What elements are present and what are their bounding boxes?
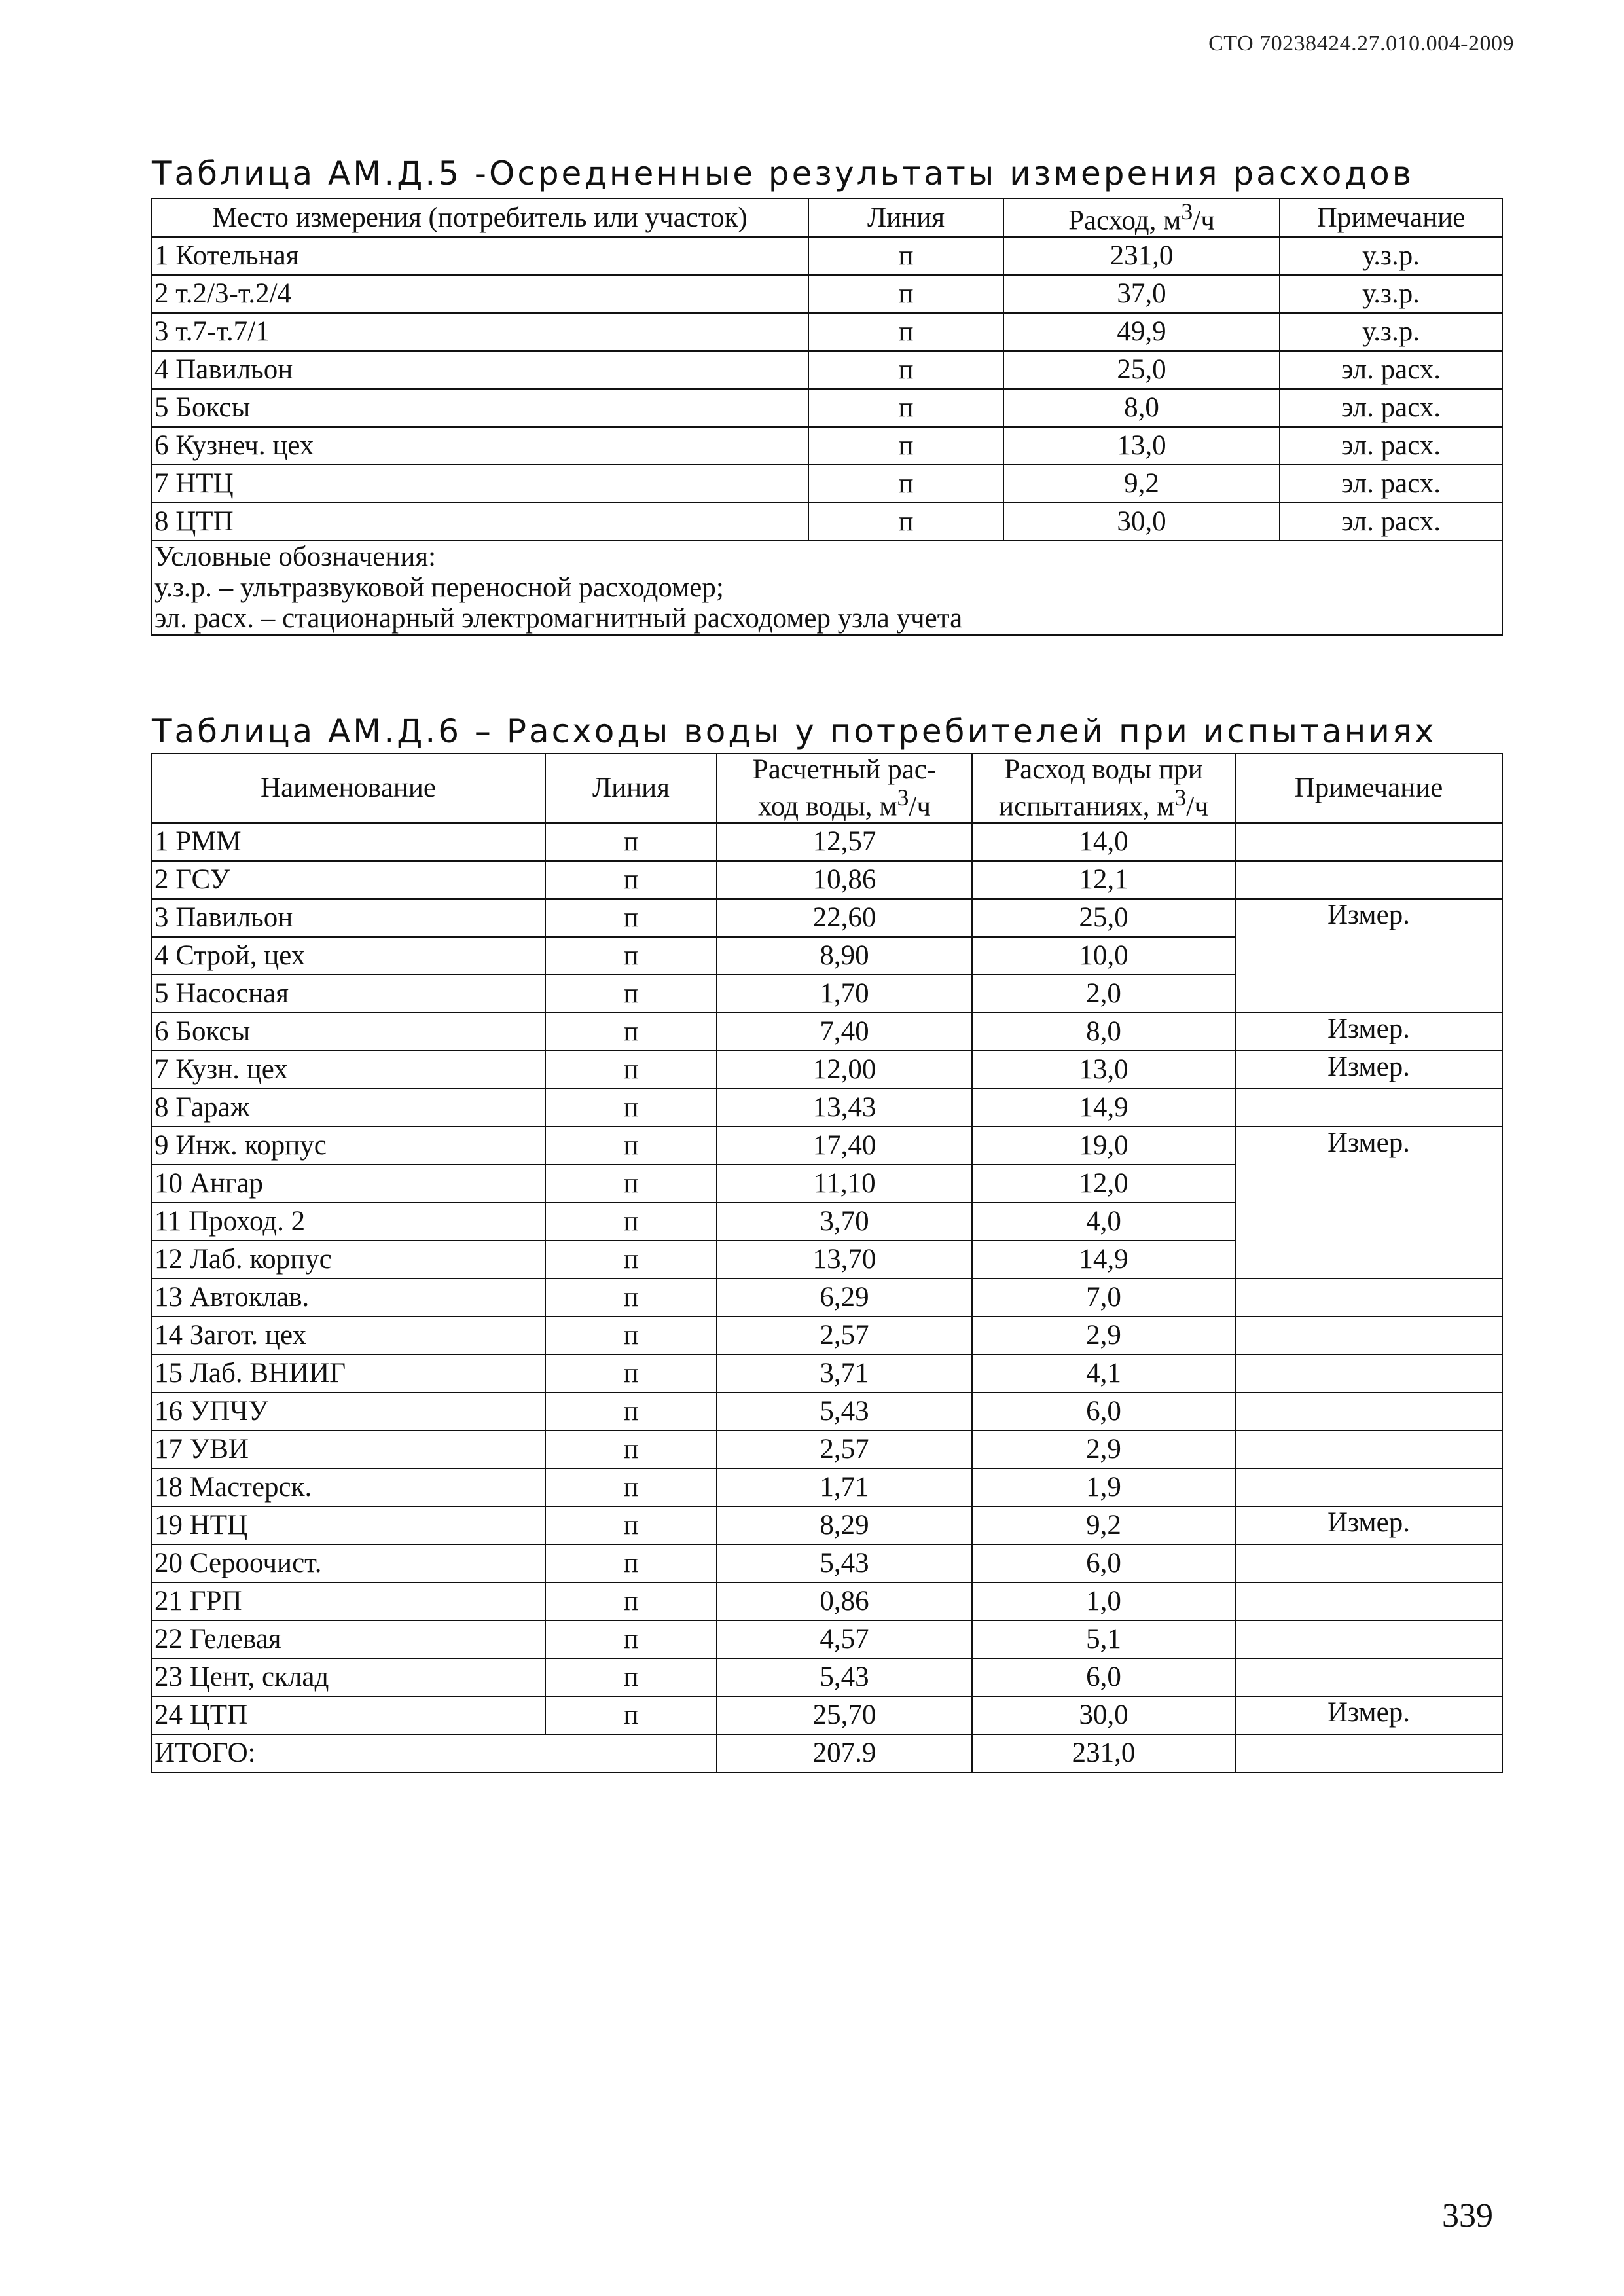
table6-cell-calc: 3,71 bbox=[717, 1355, 972, 1393]
table6-cell-calc: 8,90 bbox=[717, 937, 972, 975]
table6-cell-calc: 2,57 bbox=[717, 1317, 972, 1355]
table6-cell-calc: 5,43 bbox=[717, 1393, 972, 1430]
table5-cell-line: п bbox=[808, 237, 1003, 275]
table6-cell-line: п bbox=[545, 1544, 717, 1582]
table5-cell-place: 6 Кузнеч. цех bbox=[151, 427, 808, 465]
table5-cell-note: у.з.р. bbox=[1280, 237, 1502, 275]
table6-total-calc: 207.9 bbox=[717, 1734, 972, 1772]
table6-cell-line: п bbox=[545, 1582, 717, 1620]
table6-cell-name: 16 УПЧУ bbox=[151, 1393, 545, 1430]
table6-header-name: Наименование bbox=[151, 754, 545, 823]
table5-cell-note: эл. расх. bbox=[1280, 389, 1502, 427]
table-row bbox=[151, 1620, 1502, 1658]
table6-cell-calc: 12,00 bbox=[717, 1051, 972, 1089]
table-row bbox=[151, 427, 1502, 465]
table6-header-note: Примечание bbox=[1235, 754, 1502, 823]
table6-cell-line: п bbox=[545, 1393, 717, 1430]
table6-cell-name: 23 Цент, склад bbox=[151, 1658, 545, 1696]
legend-title: Условные обозначения: bbox=[154, 541, 437, 572]
table-row bbox=[151, 1127, 1502, 1165]
table6-cell-test: 4,0 bbox=[972, 1203, 1235, 1241]
table6-cell-calc: 4,57 bbox=[717, 1620, 972, 1658]
table5-legend-row bbox=[151, 541, 1502, 635]
table6-cell-note bbox=[1235, 1582, 1502, 1620]
table6-cell-line: п bbox=[545, 1317, 717, 1355]
table5-body bbox=[151, 237, 1502, 541]
table6-cell-test: 1,9 bbox=[972, 1468, 1235, 1506]
table6-cell-note bbox=[1235, 1430, 1502, 1468]
table6-cell-note: Измер. bbox=[1235, 1506, 1502, 1544]
table5-cell-note: эл. расх. bbox=[1280, 503, 1502, 541]
table6-cell-test: 1,0 bbox=[972, 1582, 1235, 1620]
table5-header-flow bbox=[1003, 198, 1280, 237]
table5-cell-line: п bbox=[808, 313, 1003, 351]
table-row bbox=[151, 823, 1502, 861]
table6-header-test-line1: Расход воды при bbox=[1004, 754, 1203, 785]
table-row bbox=[151, 861, 1502, 899]
table5-cell-flow: 49,9 bbox=[1003, 313, 1280, 351]
page-number: 339 bbox=[1442, 2197, 1493, 2234]
table6-cell-line: п bbox=[545, 1658, 717, 1696]
table6-cell-line: п bbox=[545, 899, 717, 937]
table6-header-test-line2 bbox=[975, 785, 1232, 822]
table5-cell-flow: 231,0 bbox=[1003, 237, 1280, 275]
table5-cell-place: 2 т.2/3-т.2/4 bbox=[151, 275, 808, 313]
table6-cell-note: Измер. bbox=[1235, 899, 1502, 1013]
table6-cell-line: п bbox=[545, 1696, 717, 1734]
table6-cell-calc: 0,86 bbox=[717, 1582, 972, 1620]
table6-cell-note bbox=[1235, 1620, 1502, 1658]
table6-cell-calc: 1,71 bbox=[717, 1468, 972, 1506]
table6-cell-test: 6,0 bbox=[972, 1393, 1235, 1430]
table6-cell-name: 10 Ангар bbox=[151, 1165, 545, 1203]
table6-total-row bbox=[151, 1734, 1502, 1772]
table5-cell-flow: 30,0 bbox=[1003, 503, 1280, 541]
table-row bbox=[151, 1089, 1502, 1127]
table-row bbox=[151, 1393, 1502, 1430]
table6-cell-line: п bbox=[545, 1051, 717, 1089]
table-row bbox=[151, 1051, 1502, 1089]
table6-cell-test: 13,0 bbox=[972, 1051, 1235, 1089]
table6-total-note bbox=[1235, 1734, 1502, 1772]
table6-cell-test: 2,9 bbox=[972, 1317, 1235, 1355]
table5-cell-flow: 9,2 bbox=[1003, 465, 1280, 503]
table5-cell-flow: 37,0 bbox=[1003, 275, 1280, 313]
table6-header-test bbox=[972, 754, 1235, 823]
table6-cell-note bbox=[1235, 1468, 1502, 1506]
table5-cell-note: у.з.р. bbox=[1280, 275, 1502, 313]
table6-cell-calc: 17,40 bbox=[717, 1127, 972, 1165]
table6-header-test-text: испытаниях, м bbox=[999, 791, 1175, 822]
table-row bbox=[151, 313, 1502, 351]
table6-cell-test: 8,0 bbox=[972, 1013, 1235, 1051]
table6-header-line: Линия bbox=[545, 754, 717, 823]
table-row bbox=[151, 1279, 1502, 1317]
table6-cell-line: п bbox=[545, 1279, 717, 1317]
table5-cell-place: 1 Котельная bbox=[151, 237, 808, 275]
table6-cell-name: 21 ГРП bbox=[151, 1582, 545, 1620]
table6-cell-calc: 10,86 bbox=[717, 861, 972, 899]
legend-line-el: эл. расх. – стационарный электромагнитный расходомер узла учета bbox=[154, 603, 963, 634]
table6-cell-test: 12,1 bbox=[972, 861, 1235, 899]
table6-cell-line: п bbox=[545, 1620, 717, 1658]
table5-cell-line: п bbox=[808, 389, 1003, 427]
table-row bbox=[151, 465, 1502, 503]
table6-cell-test: 14,9 bbox=[972, 1241, 1235, 1279]
table6-cell-calc: 8,29 bbox=[717, 1506, 972, 1544]
table6-cell-calc: 1,70 bbox=[717, 975, 972, 1013]
table6-cell-test: 30,0 bbox=[972, 1696, 1235, 1734]
table5-cell-line: п bbox=[808, 465, 1003, 503]
table5-cell-flow: 25,0 bbox=[1003, 351, 1280, 389]
table6-cell-note: Измер. bbox=[1235, 1127, 1502, 1279]
table6-header-calc-text: ход воды, м bbox=[757, 791, 897, 822]
table6-header-test-sup: 3 bbox=[1174, 784, 1187, 811]
table6-cell-note bbox=[1235, 1279, 1502, 1317]
table-row bbox=[151, 1468, 1502, 1506]
table6-cell-name: 20 Сероочист. bbox=[151, 1544, 545, 1582]
table5-cell-line: п bbox=[808, 503, 1003, 541]
table6-cell-test: 7,0 bbox=[972, 1279, 1235, 1317]
table-row bbox=[151, 1582, 1502, 1620]
table5-cell-line: п bbox=[808, 351, 1003, 389]
table5-cell-note: эл. расх. bbox=[1280, 351, 1502, 389]
table5-cell-note: у.з.р. bbox=[1280, 313, 1502, 351]
table6-cell-test: 14,0 bbox=[972, 823, 1235, 861]
table6-header-calc-line2 bbox=[720, 785, 969, 822]
table6-cell-calc: 13,43 bbox=[717, 1089, 972, 1127]
table6-cell-test: 19,0 bbox=[972, 1127, 1235, 1165]
table6-caption: Таблица АМ.Д.6 – Расходы воды у потребителей при испытаниях bbox=[152, 712, 1437, 750]
table5-cell-place: 3 т.7-т.7/1 bbox=[151, 313, 808, 351]
table-row bbox=[151, 389, 1502, 427]
table6-header-test-unit: /ч bbox=[1186, 791, 1208, 822]
table5-header-note: Примечание bbox=[1280, 198, 1502, 237]
table-row bbox=[151, 1317, 1502, 1355]
table6-cell-calc: 7,40 bbox=[717, 1013, 972, 1051]
table-row bbox=[151, 1696, 1502, 1734]
table6-cell-line: п bbox=[545, 1165, 717, 1203]
table-row bbox=[151, 1355, 1502, 1393]
table6-cell-test: 6,0 bbox=[972, 1658, 1235, 1696]
table6-cell-calc: 11,10 bbox=[717, 1165, 972, 1203]
document-code: СТО 70238424.27.010.004-2009 bbox=[1208, 31, 1514, 56]
table6-cell-test: 10,0 bbox=[972, 937, 1235, 975]
table6-cell-name: 4 Строй, цех bbox=[151, 937, 545, 975]
table6-cell-name: 8 Гараж bbox=[151, 1089, 545, 1127]
table6-cell-line: п bbox=[545, 1089, 717, 1127]
table6-cell-name: 24 ЦТП bbox=[151, 1696, 545, 1734]
table6-cell-line: п bbox=[545, 1203, 717, 1241]
table6-cell-test: 2,0 bbox=[972, 975, 1235, 1013]
table5-cell-note: эл. расх. bbox=[1280, 465, 1502, 503]
table5-cell-place: 7 НТЦ bbox=[151, 465, 808, 503]
table6-cell-line: п bbox=[545, 1355, 717, 1393]
table-row bbox=[151, 237, 1502, 275]
table6-total-label: ИТОГО: bbox=[151, 1734, 717, 1772]
table6-cell-name: 5 Насосная bbox=[151, 975, 545, 1013]
table6-cell-name: 13 Автоклав. bbox=[151, 1279, 545, 1317]
table5-cell-note: эл. расх. bbox=[1280, 427, 1502, 465]
table-row bbox=[151, 351, 1502, 389]
table6-cell-name: 2 ГСУ bbox=[151, 861, 545, 899]
table6-cell-line: п bbox=[545, 861, 717, 899]
table6-cell-line: п bbox=[545, 1430, 717, 1468]
table6-cell-name: 19 НТЦ bbox=[151, 1506, 545, 1544]
table5-caption: Таблица АМ.Д.5 -Осредненные результаты измерения расходов bbox=[152, 155, 1415, 192]
table6-cell-line: п bbox=[545, 1468, 717, 1506]
table6-cell-note: Измер. bbox=[1235, 1696, 1502, 1734]
table6-cell-name: 12 Лаб. корпус bbox=[151, 1241, 545, 1279]
table6-cell-note bbox=[1235, 861, 1502, 899]
table6-cell-name: 17 УВИ bbox=[151, 1430, 545, 1468]
table6-cell-note bbox=[1235, 1355, 1502, 1393]
table-row bbox=[151, 1544, 1502, 1582]
table6-cell-line: п bbox=[545, 937, 717, 975]
table5-header-row bbox=[151, 198, 1502, 237]
table-row bbox=[151, 1430, 1502, 1468]
table6-cell-test: 4,1 bbox=[972, 1355, 1235, 1393]
table5-cell-flow: 8,0 bbox=[1003, 389, 1280, 427]
table6-cell-name: 7 Кузн. цех bbox=[151, 1051, 545, 1089]
table6-cell-line: п bbox=[545, 1127, 717, 1165]
table5-header-flow-text: Расход, м bbox=[1068, 205, 1182, 236]
table6-cell-name: 15 Лаб. ВНИИГ bbox=[151, 1355, 545, 1393]
table5-cell-flow: 13,0 bbox=[1003, 427, 1280, 465]
table6-cell-name: 1 РММ bbox=[151, 823, 545, 861]
table6-header-calc-sup: 3 bbox=[897, 784, 909, 811]
table6-cell-note: Измер. bbox=[1235, 1013, 1502, 1051]
table6-cell-line: п bbox=[545, 1013, 717, 1051]
table6-body bbox=[151, 823, 1502, 1734]
table-row bbox=[151, 899, 1502, 937]
table5-cell-line: п bbox=[808, 275, 1003, 313]
table5-cell-place: 4 Павильон bbox=[151, 351, 808, 389]
table-row bbox=[151, 1013, 1502, 1051]
table6-cell-calc: 5,43 bbox=[717, 1544, 972, 1582]
table6-cell-test: 2,9 bbox=[972, 1430, 1235, 1468]
table6-header-calc-line1: Расчетный рас- bbox=[752, 754, 937, 785]
table6-cell-name: 3 Павильон bbox=[151, 899, 545, 937]
table5-flow-measurements bbox=[151, 198, 1503, 636]
table6-header-row bbox=[151, 754, 1502, 823]
table6-cell-test: 5,1 bbox=[972, 1620, 1235, 1658]
table6-cell-note bbox=[1235, 1393, 1502, 1430]
table6-cell-line: п bbox=[545, 823, 717, 861]
table6-cell-name: 18 Мастерск. bbox=[151, 1468, 545, 1506]
table6-cell-calc: 22,60 bbox=[717, 899, 972, 937]
table6-cell-calc: 2,57 bbox=[717, 1430, 972, 1468]
table5-cell-place: 8 ЦТП bbox=[151, 503, 808, 541]
table6-cell-note bbox=[1235, 1544, 1502, 1582]
table6-cell-note bbox=[1235, 1658, 1502, 1696]
table-row bbox=[151, 1506, 1502, 1544]
table-row bbox=[151, 503, 1502, 541]
table6-cell-line: п bbox=[545, 975, 717, 1013]
table6-cell-calc: 3,70 bbox=[717, 1203, 972, 1241]
table6-cell-note bbox=[1235, 823, 1502, 861]
table5-header-place: Место измерения (потребитель или участок) bbox=[151, 198, 808, 237]
table6-cell-name: 6 Боксы bbox=[151, 1013, 545, 1051]
legend-line-uzr: у.з.р. – ультразвуковой переносной расходомер; bbox=[154, 572, 724, 603]
table6-cell-calc: 5,43 bbox=[717, 1658, 972, 1696]
table6-cell-note bbox=[1235, 1317, 1502, 1355]
table6-cell-line: п bbox=[545, 1506, 717, 1544]
table6-cell-test: 25,0 bbox=[972, 899, 1235, 937]
table6-header-calc-unit: /ч bbox=[909, 791, 931, 822]
table6-consumer-flows bbox=[151, 753, 1503, 1773]
table6-cell-name: 11 Проход. 2 bbox=[151, 1203, 545, 1241]
table6-cell-name: 14 Загот. цех bbox=[151, 1317, 545, 1355]
table6-cell-line: п bbox=[545, 1241, 717, 1279]
table-row bbox=[151, 1658, 1502, 1696]
table6-cell-calc: 25,70 bbox=[717, 1696, 972, 1734]
table6-cell-name: 22 Гелевая bbox=[151, 1620, 545, 1658]
table6-header-calc bbox=[717, 754, 972, 823]
table5-cell-place: 5 Боксы bbox=[151, 389, 808, 427]
table5-legend bbox=[151, 541, 1502, 635]
table6-total-test: 231,0 bbox=[972, 1734, 1235, 1772]
table5-cell-line: п bbox=[808, 427, 1003, 465]
table6-cell-calc: 12,57 bbox=[717, 823, 972, 861]
table-row bbox=[151, 275, 1502, 313]
table6-cell-calc: 6,29 bbox=[717, 1279, 972, 1317]
table6-cell-test: 9,2 bbox=[972, 1506, 1235, 1544]
table5-header-flow-unit: /ч bbox=[1193, 205, 1215, 236]
table6-cell-note: Измер. bbox=[1235, 1051, 1502, 1089]
table5-header-flow-sup: 3 bbox=[1181, 198, 1193, 225]
table6-cell-test: 14,9 bbox=[972, 1089, 1235, 1127]
table6-cell-test: 12,0 bbox=[972, 1165, 1235, 1203]
table6-cell-calc: 13,70 bbox=[717, 1241, 972, 1279]
table6-cell-note bbox=[1235, 1089, 1502, 1127]
table6-cell-name: 9 Инж. корпус bbox=[151, 1127, 545, 1165]
table5-header-line: Линия bbox=[808, 198, 1003, 237]
table6-cell-test: 6,0 bbox=[972, 1544, 1235, 1582]
